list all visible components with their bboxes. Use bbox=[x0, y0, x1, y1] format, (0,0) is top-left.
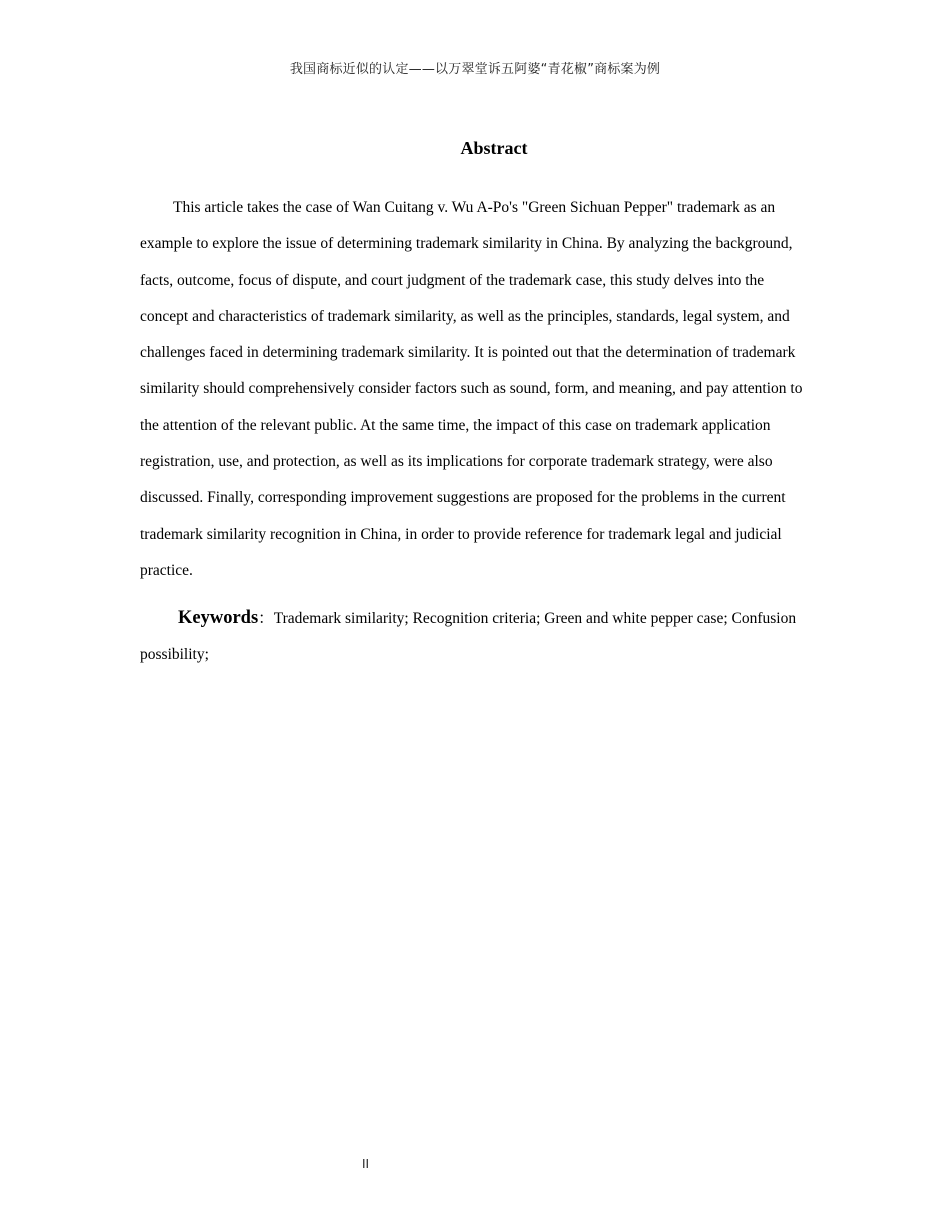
abstract-paragraph: This article takes the case of Wan Cuitang v. Wu A-Po's "Green Sichuan Pepper" trademark as an example to explore the issue of determining trademark similarity in China. By analyzing the background, facts, outcome, focus of dispute, and court judgment of the trademark case, this study delves into the concept and characteristics of trademark similarity, as well as the principles, standards, legal system, and challenges faced in determining trademark similarity. It is pointed out that the determination of trademark similarity should comprehensively consider factors such as sound, form, and meaning, and pay attention to the attention of the relevant public. At the same time, the impact of this case on trademark application registration, use, and protection, as well as its implications for corporate trademark strategy, were also discussed. Finally, corresponding improvement suggestions are proposed for the problems in the current trademark similarity recognition in China, in order to provide reference for trademark legal and judicial practice. bbox=[140, 199, 803, 579]
running-header: 我国商标近似的认定——以万翠堂诉五阿婆“青花椒”商标案为例 bbox=[289, 62, 661, 77]
keywords-paragraph bbox=[140, 600, 808, 674]
keywords-separator: ： bbox=[258, 610, 274, 627]
keywords-label: Keywords bbox=[178, 608, 259, 628]
abstract-heading: Abstract bbox=[460, 138, 528, 158]
keywords-text: Trademark similarity; Recognition criteria; Green and white pepper case; Confusion possibility; bbox=[140, 610, 797, 664]
page-number: II bbox=[362, 1157, 370, 1171]
